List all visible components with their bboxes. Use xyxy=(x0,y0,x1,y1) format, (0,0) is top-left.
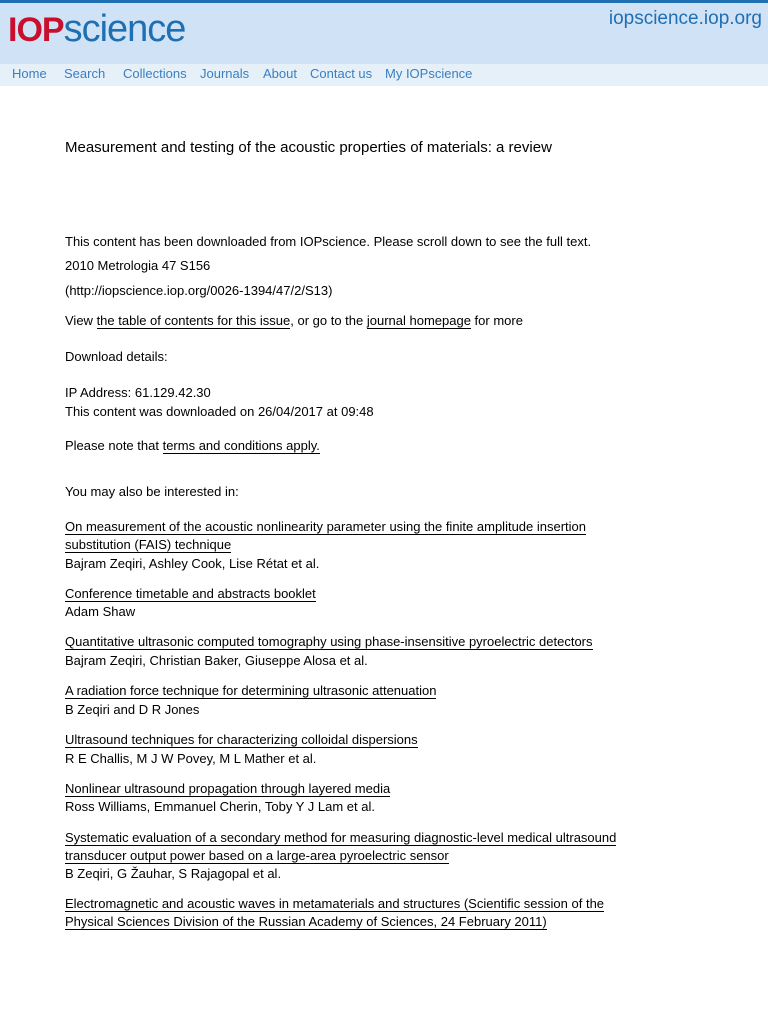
related-item-authors: Ross Williams, Emmanuel Cherin, Toby Y J Lam et al. xyxy=(65,799,375,814)
related-item-authors: Bajram Zeqiri, Christian Baker, Giuseppe Alosa et al. xyxy=(65,653,368,668)
related-item-authors: Adam Shaw xyxy=(65,604,136,619)
related-item-title xyxy=(65,633,705,651)
nav-journals[interactable]: Journals xyxy=(200,66,250,81)
main-nav xyxy=(0,64,768,86)
related-link[interactable]: Electromagnetic and acoustic waves in metamaterials and structures (Scientific session of the Physical Sciences Division of the Russian Academy of Sciences, 24 February 2011) xyxy=(65,896,605,929)
related-item-title xyxy=(65,829,625,865)
nav-collections[interactable]: Collections xyxy=(123,66,187,81)
related-link[interactable]: Quantitative ultrasonic computed tomography using phase-insensitive pyroelectric detectors xyxy=(65,634,593,649)
iopscience-logo[interactable] xyxy=(8,7,185,51)
related-item-authors: R E Challis, M J W Povey, M L Mather et al. xyxy=(65,751,317,766)
related-item-title xyxy=(65,518,605,554)
related-item-title xyxy=(65,731,665,749)
nav-home[interactable]: Home xyxy=(12,66,47,81)
related-item-authors: Bajram Zeqiri, Ashley Cook, Lise Rétat et al. xyxy=(65,556,320,571)
related-item-title xyxy=(65,682,665,700)
download-details-heading: Download details: xyxy=(65,349,168,364)
toc-link[interactable]: the table of contents for this issue xyxy=(96,313,291,328)
logo-iop-text: IOP xyxy=(8,11,64,49)
nav-about[interactable]: About xyxy=(263,66,297,81)
terms-prefix: Please note that xyxy=(65,438,163,453)
citation: 2010 Metrologia 47 S156 xyxy=(65,258,211,273)
terms-link[interactable]: terms and conditions apply. xyxy=(162,438,320,453)
terms-line xyxy=(65,437,320,455)
downloaded-note: This content has been downloaded from IOPscience. Please scroll down to see the full text. xyxy=(65,234,592,249)
view-prefix: View xyxy=(65,313,97,328)
nav-my-iopscience[interactable]: My IOPscience xyxy=(385,66,473,81)
ip-address: IP Address: 61.129.42.30 xyxy=(65,385,211,400)
nav-search[interactable]: Search xyxy=(64,66,106,81)
related-item-authors: B Zeqiri, G Žauhar, S Rajagopal et al. xyxy=(65,866,282,881)
view-line xyxy=(65,312,523,330)
download-date: This content was downloaded on 26/04/2017 at 09:48 xyxy=(65,404,374,419)
related-link[interactable]: Ultrasound techniques for characterizing colloidal dispersions xyxy=(65,732,418,747)
interested-heading: You may also be interested in: xyxy=(65,484,239,499)
related-item-title xyxy=(65,895,610,931)
site-header xyxy=(0,0,768,64)
related-item-authors: B Zeqiri and D R Jones xyxy=(65,702,200,717)
logo-science-text: science xyxy=(63,8,186,50)
related-link[interactable]: Conference timetable and abstracts booklet xyxy=(65,586,316,601)
article-url: (http://iopscience.iop.org/0026-1394/47/2/S13) xyxy=(65,283,333,298)
related-link[interactable]: Systematic evaluation of a secondary method for measuring diagnostic-level medical ultrasound transducer output power based on a large-area pyroelectric sensor xyxy=(65,830,617,863)
related-item-title xyxy=(65,585,665,603)
related-link[interactable]: A radiation force technique for determining ultrasonic attenuation xyxy=(65,683,437,698)
article-title: Measurement and testing of the acoustic properties of materials: a review xyxy=(65,139,552,156)
related-item-title xyxy=(65,780,665,798)
related-link[interactable]: On measurement of the acoustic nonlinearity parameter using the finite amplitude insertion substitution (FAIS) technique xyxy=(65,519,587,552)
view-middle: , or go to the xyxy=(290,313,367,328)
view-suffix: for more xyxy=(470,313,523,328)
site-url-link[interactable]: iopscience.iop.org xyxy=(608,8,762,29)
nav-contact-us[interactable]: Contact us xyxy=(310,66,373,81)
journal-homepage-link[interactable]: journal homepage xyxy=(366,313,471,328)
related-link[interactable]: Nonlinear ultrasound propagation through layered media xyxy=(65,781,391,796)
